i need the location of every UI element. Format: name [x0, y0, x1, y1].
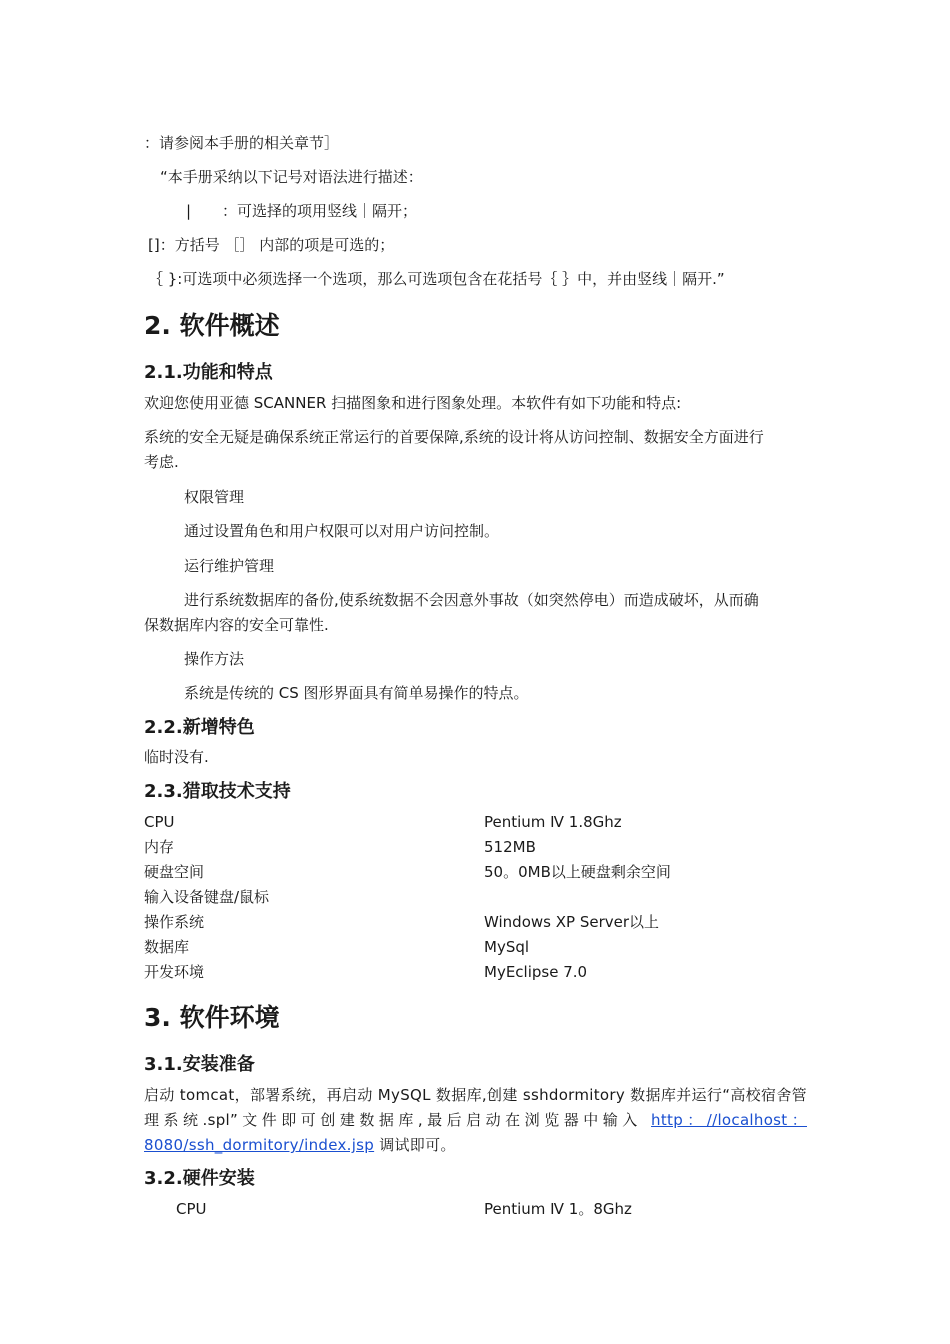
section-3-heading: 3. 软件环境: [144, 1003, 280, 1032]
section-3-1-heading: 3.1.安装准备: [144, 1054, 255, 1075]
table-cell-key: 数据库: [144, 938, 190, 956]
notation-line-3-bar: |: [186, 202, 192, 220]
table-row: [0, 1198, 950, 1220]
table-row: [0, 886, 950, 908]
table-cell-key: 内存: [144, 838, 175, 856]
table-row: [0, 811, 950, 833]
section-2-3-heading: 2.3.猎取技术支持: [144, 781, 291, 802]
operation-text: 系统是传统的 CS 图形界面具有简单易操作的特点。: [184, 684, 529, 702]
maintenance-title: 运行维护管理: [184, 557, 275, 575]
section-2-1-heading: 2.1.功能和特点: [144, 362, 273, 383]
notation-line-2: “本手册采纳以下记号对语法进行描述：: [160, 168, 423, 186]
install-prep-text-end: 调试即可。: [374, 1136, 456, 1154]
table-cell-key: CPU: [144, 813, 175, 831]
maintenance-text-line-1: 进行系统数据库的备份,使系统数据不会因意外事故（如突然停电）而造成破坏，从而确: [184, 591, 759, 609]
operation-title: 操作方法: [184, 650, 245, 668]
table-row: [0, 936, 950, 958]
notation-line-4: []：方括号 ［］ 内部的项是可选的；: [148, 236, 395, 254]
table-cell-key: CPU: [176, 1200, 207, 1218]
section-2-2-text: 临时没有.: [144, 748, 209, 766]
table-row: [0, 836, 950, 858]
table-cell-key: 操作系统: [144, 913, 205, 931]
table-cell-value: Pentium Ⅳ 1。8Ghz: [484, 1200, 632, 1218]
table-cell-value: Pentium Ⅳ 1.8Ghz: [484, 813, 622, 831]
table-cell-value: Windows XP Server以上: [484, 913, 660, 931]
table-cell-value: MySql: [484, 938, 530, 956]
table-cell-key: 开发环境: [144, 963, 205, 981]
maintenance-text-line-2: 保数据库内容的安全可靠性.: [144, 616, 329, 634]
table-cell-value: 512MB: [484, 838, 536, 856]
install-prep-text: 启动 tomcat，部署系统，再启动 MySQL 数据库,创建 sshdormitory 数据库并运行“高校宿舍管理系统.spl”文件即可创建数据库,最后启动在浏览器中输入: [144, 1086, 807, 1129]
notation-line-1: ：请参阅本手册的相关章节］: [144, 134, 340, 152]
table-cell-value: 50。0MB以上硬盘剩余空间: [484, 863, 671, 881]
table-row: [0, 861, 950, 883]
notation-line-5: ｛ }:可选项中必须选择一个选项，那么可选项包含在花括号｛ ｝中，并由竖线｜隔开.”: [148, 270, 725, 288]
permission-title: 权限管理: [184, 488, 245, 506]
security-paragraph-line-1: 系统的安全无疑是确保系统正常运行的首要保障,系统的设计将从访问控制、数据安全方面进行: [144, 428, 764, 446]
section-2-2-heading: 2.2.新增特色: [144, 717, 255, 738]
security-paragraph-line-2: 考虑.: [144, 453, 179, 471]
table-cell-value: MyEclipse 7.0: [484, 963, 588, 981]
localhost-link[interactable]: http：//localhost：8080/ssh_dormitory/index.jsp: [144, 1111, 807, 1154]
install-prep-paragraph: [144, 1083, 807, 1158]
table-row: [0, 911, 950, 933]
notation-line-3: ：可选择的项用竖线｜隔开；: [222, 202, 418, 220]
section-2-heading: 2. 软件概述: [144, 311, 280, 340]
table-cell-key: 输入设备键盘/鼠标: [144, 888, 270, 906]
section-3-2-heading: 3.2.硬件安装: [144, 1168, 255, 1189]
permission-text: 通过设置角色和用户权限可以对用户访问控制。: [184, 522, 500, 540]
section-2-1-intro: 欢迎您使用亚德 SCANNER 扫描图象和进行图象处理。本软件有如下功能和特点:: [144, 394, 682, 412]
table-cell-key: 硬盘空间: [144, 863, 205, 881]
table-row: [0, 961, 950, 983]
